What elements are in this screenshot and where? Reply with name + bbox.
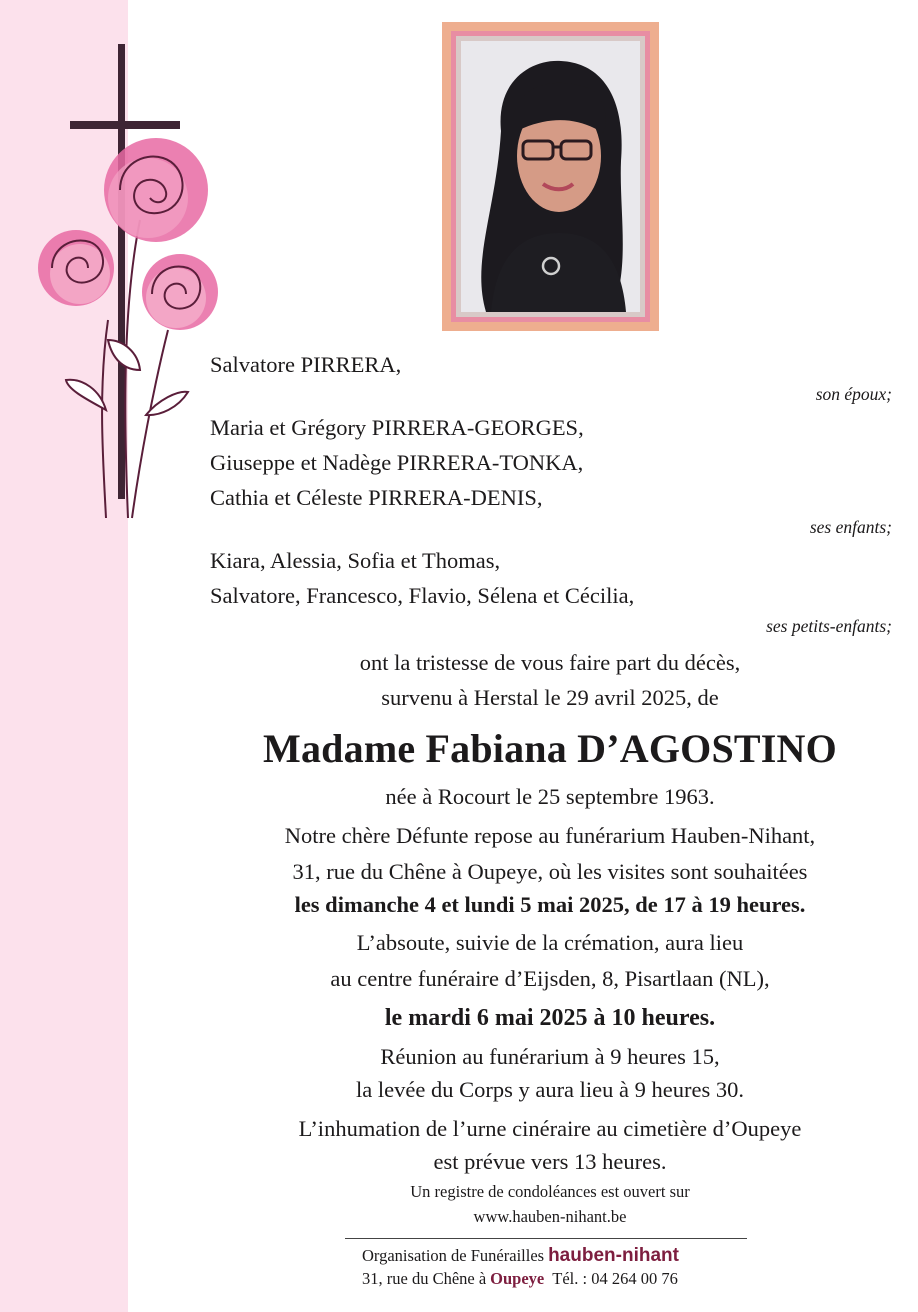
portrait-photo <box>461 41 640 312</box>
child-line: Maria et Grégory PIRRERA-GEORGES, <box>210 415 584 440</box>
footer-divider <box>345 1238 747 1239</box>
birth-info: née à Rocourt le 25 septembre 1963. <box>385 784 715 809</box>
footer-address <box>362 1271 678 1288</box>
repose-line-2: 31, rue du Chêne à Oupeye, où les visites sont souhaitées <box>292 859 808 884</box>
absoute-line-1: L’absoute, suivie de la crémation, aura lieu <box>356 930 744 955</box>
reunion-line-1: Réunion au funérarium à 9 heures 15, <box>380 1044 720 1069</box>
roses-icon <box>38 138 218 518</box>
inhumation-line-1: L’inhumation de l’urne cinéraire au cimetière d’Oupeye <box>298 1116 802 1141</box>
registry-url: www.hauben-nihant.be <box>473 1207 627 1226</box>
spouse-name: Salvatore PIRRERA, <box>210 352 402 377</box>
repose-line-1: Notre chère Défunte repose au funérarium Hauben-Nihant, <box>284 823 816 848</box>
grandchild-line: Salvatore, Francesco, Flavio, Sélena et Cécilia, <box>210 583 635 608</box>
grandchildren-role: ses petits-enfants; <box>766 616 892 636</box>
absoute-line-2: au centre funéraire d’Eijsden, 8, Pisartlaan (NL), <box>330 966 770 991</box>
announcement-line-2: survenu à Herstal le 29 avril 2025, de <box>381 685 719 710</box>
deceased-name: Madame Fabiana D’AGOSTINO <box>263 726 837 771</box>
child-line: Giuseppe et Nadège PIRRERA-TONKA, <box>210 450 584 475</box>
address-prefix: 31, rue du Chêne à <box>362 1269 487 1288</box>
grandchild-line: Kiara, Alessia, Sofia et Thomas, <box>210 548 501 573</box>
cross-roses-decoration <box>28 40 228 530</box>
children-role: ses enfants; <box>809 517 892 537</box>
reunion-line-2: la levée du Corps y aura lieu à 9 heures 30. <box>356 1077 744 1102</box>
child-line: Cathia et Céleste PIRRERA-DENIS, <box>210 485 543 510</box>
org-label: Organisation de Funérailles <box>362 1246 545 1265</box>
footer-org <box>362 1246 679 1265</box>
inhumation-line-2: est prévue vers 13 heures. <box>433 1149 667 1174</box>
brand-logo-text: hauben-nihant <box>548 1245 679 1266</box>
spouse-role: son époux; <box>815 384 892 404</box>
ceremony-date: le mardi 6 mai 2025 à 10 heures. <box>384 1005 716 1031</box>
phone: Tél. : 04 264 00 76 <box>552 1269 678 1288</box>
visits-line: les dimanche 4 et lundi 5 mai 2025, de 17 à 19 heures. <box>294 892 806 917</box>
announcement-line-1: ont la tristesse de vous faire part du décès, <box>359 650 741 675</box>
registry-line-1: Un registre de condoléances est ouvert sur <box>410 1182 690 1201</box>
portrait-frame <box>442 22 659 331</box>
address-town: Oupeye <box>490 1269 545 1288</box>
